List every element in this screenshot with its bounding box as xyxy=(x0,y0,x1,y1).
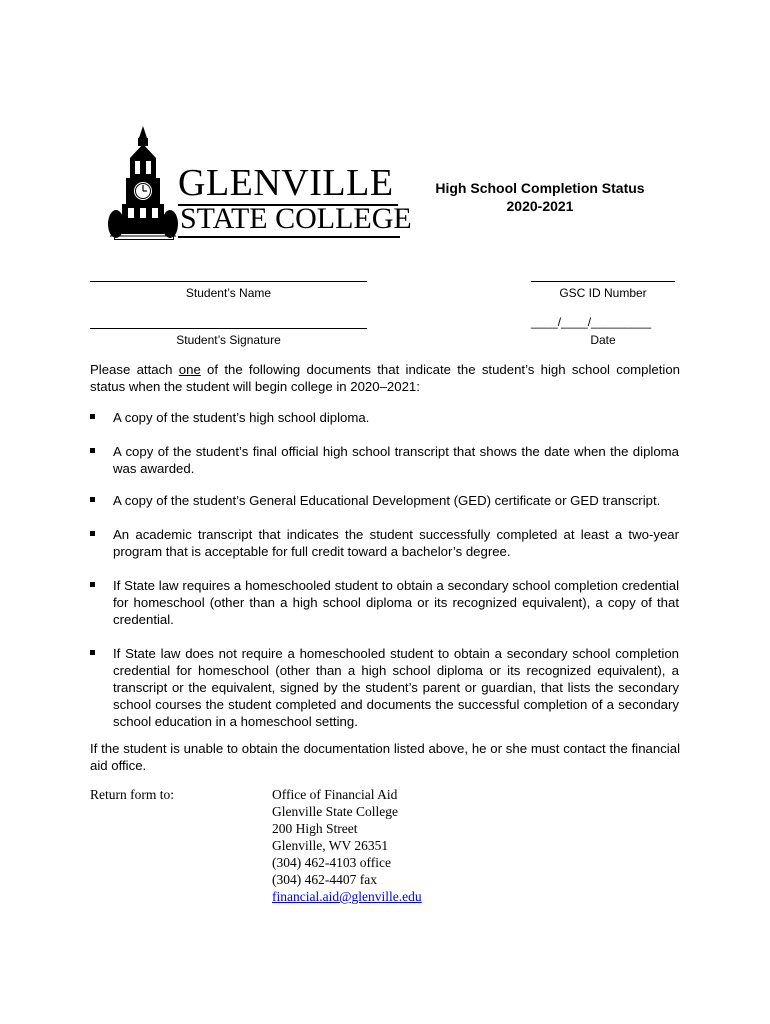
list-item-text: A copy of the student’s General Educational Development (GED) certificate or GED transcript. xyxy=(113,493,661,508)
address-fax: (304) 462-4407 fax xyxy=(272,872,377,887)
list-item-text: A copy of the student’s final official high school transcript that shows the date when the diploma was awarded. xyxy=(113,444,679,476)
date-label: Date xyxy=(590,333,616,347)
square-bullet-icon xyxy=(90,582,95,587)
list-item-text: If State law requires a homeschooled student to obtain a secondary school completion credential for homeschool (other than a high school diploma or its recognized equivalent), a copy of that credential. xyxy=(113,578,679,627)
form-title-year: 2020-2021 xyxy=(506,198,574,214)
address-college: Glenville State College xyxy=(272,804,398,819)
square-bullet-icon xyxy=(90,650,95,655)
logo-text-glenville: GLENVILLE xyxy=(178,162,394,204)
instructions-paragraph xyxy=(90,361,680,395)
logo-underline xyxy=(178,236,400,238)
gsc-id-field[interactable] xyxy=(531,281,675,282)
square-bullet-icon xyxy=(90,448,95,453)
address-office: Office of Financial Aid xyxy=(272,787,398,802)
college-logo xyxy=(108,124,412,242)
list-item-text: A copy of the student’s high school diploma. xyxy=(113,410,370,425)
student-name-field[interactable] xyxy=(90,281,367,282)
address-phone: (304) 462-4103 office xyxy=(272,855,391,870)
square-bullet-icon xyxy=(90,497,95,502)
intro-after: of the following documents that indicate the student’s high school completion status when the student will begin college in 2020–2021: xyxy=(90,362,681,394)
student-signature-field[interactable] xyxy=(90,328,367,329)
address-street: 200 High Street xyxy=(272,821,358,836)
logo-text-state-college: STATE COLLEGE xyxy=(180,202,412,235)
square-bullet-icon xyxy=(90,531,95,536)
list-item-text: An academic transcript that indicates the student successfully completed at least a two-year program that is acceptable for full credit toward a bachelor’s degree. xyxy=(113,527,679,559)
contact-instruction: If the student is unable to obtain the documentation listed above, he or she must contact the financial aid office. xyxy=(90,741,680,773)
student-name-label: Student’s Name xyxy=(185,286,272,300)
list-item-text: If State law does not require a homeschooled student to obtain a secondary school completion credential for homeschool (other than a high school diploma or its recognized equivalent), a transcript or the equivalent, signed by the student’s parent or guardian, that lists the secondary school courses the student completed and documents the successful completion of a secondary school education in a homeschool setting. xyxy=(113,646,679,729)
intro-before: Please attach xyxy=(90,362,179,377)
square-bullet-icon xyxy=(90,414,95,419)
intro-emphasis: one xyxy=(178,362,201,377)
date-field[interactable]: ____/____/_________ xyxy=(531,315,652,329)
student-signature-label: Student’s Signature xyxy=(176,333,281,347)
email-link[interactable]: financial.aid@glenville.edu xyxy=(272,889,422,904)
return-form-label: Return form to: xyxy=(90,787,174,802)
gsc-id-label: GSC ID Number xyxy=(559,286,647,300)
return-address xyxy=(272,786,422,905)
form-title-line1: High School Completion Status xyxy=(435,180,645,196)
form-title xyxy=(410,179,670,215)
address-city: Glenville, WV 26351 xyxy=(272,838,389,853)
logo-year-badge: 1872 xyxy=(114,220,174,240)
